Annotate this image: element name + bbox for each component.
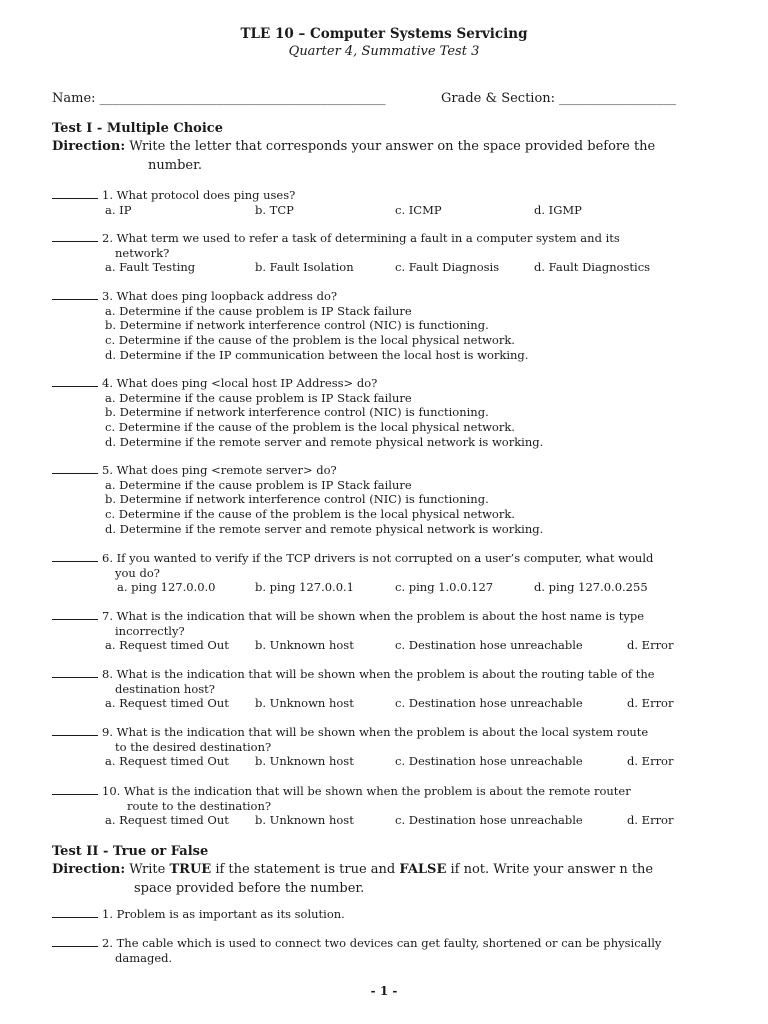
answer-blank[interactable] xyxy=(52,551,98,562)
option-c: c. Destination hose unreachable xyxy=(395,696,583,711)
answer-blank[interactable] xyxy=(52,936,98,947)
direction-text-cont: number. xyxy=(148,158,203,173)
option-c: c. ping 1.0.0.127 xyxy=(395,580,494,595)
question-text-cont: route to the destination? xyxy=(127,798,272,813)
question-text-cont: network? xyxy=(115,245,170,260)
option-b: b. Unknown host xyxy=(255,696,354,711)
option-a: a. Request timed Out xyxy=(105,638,229,653)
answer-blank[interactable] xyxy=(52,609,98,620)
question-2 xyxy=(52,231,712,275)
question-text: 6. If you wanted to verify if the TCP drivers is not corrupted on a user’s computer, what would xyxy=(102,551,654,565)
option-c: c. Fault Diagnosis xyxy=(395,260,500,275)
question-text-cont: damaged. xyxy=(115,950,173,965)
question-text: 1. Problem is as important as its solution. xyxy=(102,907,345,921)
direction-text: Write xyxy=(125,862,170,877)
option-a: a. Request timed Out xyxy=(105,813,229,828)
option-c: c. Determine if the cause of the problem is the local physical network. xyxy=(105,420,515,435)
tf-question-1 xyxy=(52,907,712,922)
direction-text-cont: space provided before the number. xyxy=(134,881,365,896)
option-b: b. Unknown host xyxy=(255,754,354,769)
option-b: b. Unknown host xyxy=(255,813,354,828)
page-number: - 1 - xyxy=(370,984,398,998)
direction-false-keyword: FALSE xyxy=(399,862,447,877)
tf-question-2 xyxy=(52,936,712,965)
answer-blank[interactable] xyxy=(52,231,98,242)
question-text-cont: you do? xyxy=(115,565,160,580)
option-c: c. Destination hose unreachable xyxy=(395,813,583,828)
question-text: 2. What term we used to refer a task of determining a fault in a computer system and its xyxy=(102,231,620,245)
answer-blank[interactable] xyxy=(52,289,98,300)
option-c: c. Determine if the cause of the problem is the local physical network. xyxy=(105,507,515,522)
option-b: b. Fault Isolation xyxy=(255,260,354,275)
question-text-cont: destination host? xyxy=(115,681,215,696)
question-text: 5. What does ping <remote server> do? xyxy=(102,463,337,477)
option-c: c. Determine if the cause of the problem is the local physical network. xyxy=(105,333,515,348)
answer-blank[interactable] xyxy=(52,376,98,387)
question-text: 7. What is the indication that will be shown when the problem is about the host name is type xyxy=(102,609,645,623)
direction-text: Write the letter that corresponds your answer on the space provided before the xyxy=(125,139,656,154)
question-text: 9. What is the indication that will be shown when the problem is about the local system route xyxy=(102,725,649,739)
option-a: a. Determine if the cause problem is IP Stack failure xyxy=(105,303,412,318)
question-3 xyxy=(52,289,712,363)
question-10 xyxy=(52,784,712,828)
option-a: a. Request timed Out xyxy=(105,754,229,769)
direction-text: if the statement is true and xyxy=(211,862,400,877)
question-6 xyxy=(52,551,712,595)
question-text: 10. What is the indication that will be shown when the problem is about the remote router xyxy=(102,784,631,798)
option-d: d. Error xyxy=(627,754,674,769)
answer-blank[interactable] xyxy=(52,188,98,199)
option-b: b. TCP xyxy=(255,202,294,217)
option-b: b. ping 127.0.0.1 xyxy=(255,580,355,595)
option-a: a. Request timed Out xyxy=(105,696,229,711)
question-text: 8. What is the indication that will be shown when the problem is about the routing table of the xyxy=(102,667,655,681)
direction-label: Direction: xyxy=(52,862,126,877)
grade-section-field[interactable]: Grade & Section: __________________ xyxy=(441,91,677,106)
answer-blank[interactable] xyxy=(52,463,98,474)
option-c: c. ICMP xyxy=(395,202,442,217)
question-8 xyxy=(52,667,712,711)
option-b: b. Determine if network interference control (NIC) is functioning. xyxy=(105,492,489,507)
question-text-cont: to the desired destination? xyxy=(115,739,272,754)
option-b: b. Determine if network interference control (NIC) is functioning. xyxy=(105,318,489,333)
option-a: a. Determine if the cause problem is IP Stack failure xyxy=(105,477,412,492)
question-5 xyxy=(52,463,712,537)
test1-direction xyxy=(52,137,700,175)
option-d: d. Error xyxy=(627,813,674,828)
answer-blank[interactable] xyxy=(52,725,98,736)
option-d: d. Error xyxy=(627,696,674,711)
test1-heading: Test I - Multiple Choice xyxy=(52,121,223,136)
name-field[interactable]: Name: ____________________________________________ xyxy=(52,91,386,106)
question-text: 3. What does ping loopback address do? xyxy=(102,289,338,303)
question-text-cont: incorrectly? xyxy=(115,623,185,638)
option-c: c. Destination hose unreachable xyxy=(395,638,583,653)
option-b: b. Unknown host xyxy=(255,638,354,653)
exam-title: TLE 10 – Computer Systems Servicing xyxy=(240,26,528,42)
answer-blank[interactable] xyxy=(52,784,98,795)
option-a: a. Fault Testing xyxy=(105,260,196,275)
option-a: a. IP xyxy=(105,202,132,217)
option-d: d. ping 127.0.0.255 xyxy=(534,580,648,595)
option-d: d. Determine if the IP communication between the local host is working. xyxy=(105,347,529,362)
test2-direction xyxy=(52,860,700,898)
answer-blank[interactable] xyxy=(52,907,98,918)
direction-true-keyword: TRUE xyxy=(169,862,212,877)
question-text: 2. The cable which is used to connect two devices can get faulty, shortened or can be physically xyxy=(102,936,662,950)
answer-blank[interactable] xyxy=(52,667,98,678)
option-d: d. Determine if the remote server and remote physical network is working. xyxy=(105,521,544,536)
option-d: d. IGMP xyxy=(534,202,582,217)
question-9 xyxy=(52,725,712,769)
question-4 xyxy=(52,376,712,450)
exam-subtitle: Quarter 4, Summative Test 3 xyxy=(288,44,480,59)
option-a: a. ping 127.0.0.0 xyxy=(117,580,216,595)
option-d: d. Determine if the remote server and remote physical network is working. xyxy=(105,434,544,449)
direction-label: Direction: xyxy=(52,139,126,154)
question-text: 4. What does ping <local host IP Address> do? xyxy=(102,376,378,390)
question-7 xyxy=(52,609,712,653)
question-1 xyxy=(52,188,712,218)
test2-heading: Test II - True or False xyxy=(52,844,209,859)
option-c: c. Destination hose unreachable xyxy=(395,754,583,769)
question-text: 1. What protocol does ping uses? xyxy=(102,188,296,202)
option-b: b. Determine if network interference control (NIC) is functioning. xyxy=(105,405,489,420)
option-d: d. Error xyxy=(627,638,674,653)
direction-text: if not. Write your answer n the xyxy=(446,862,654,877)
option-d: d. Fault Diagnostics xyxy=(534,260,651,275)
option-a: a. Determine if the cause problem is IP Stack failure xyxy=(105,390,412,405)
